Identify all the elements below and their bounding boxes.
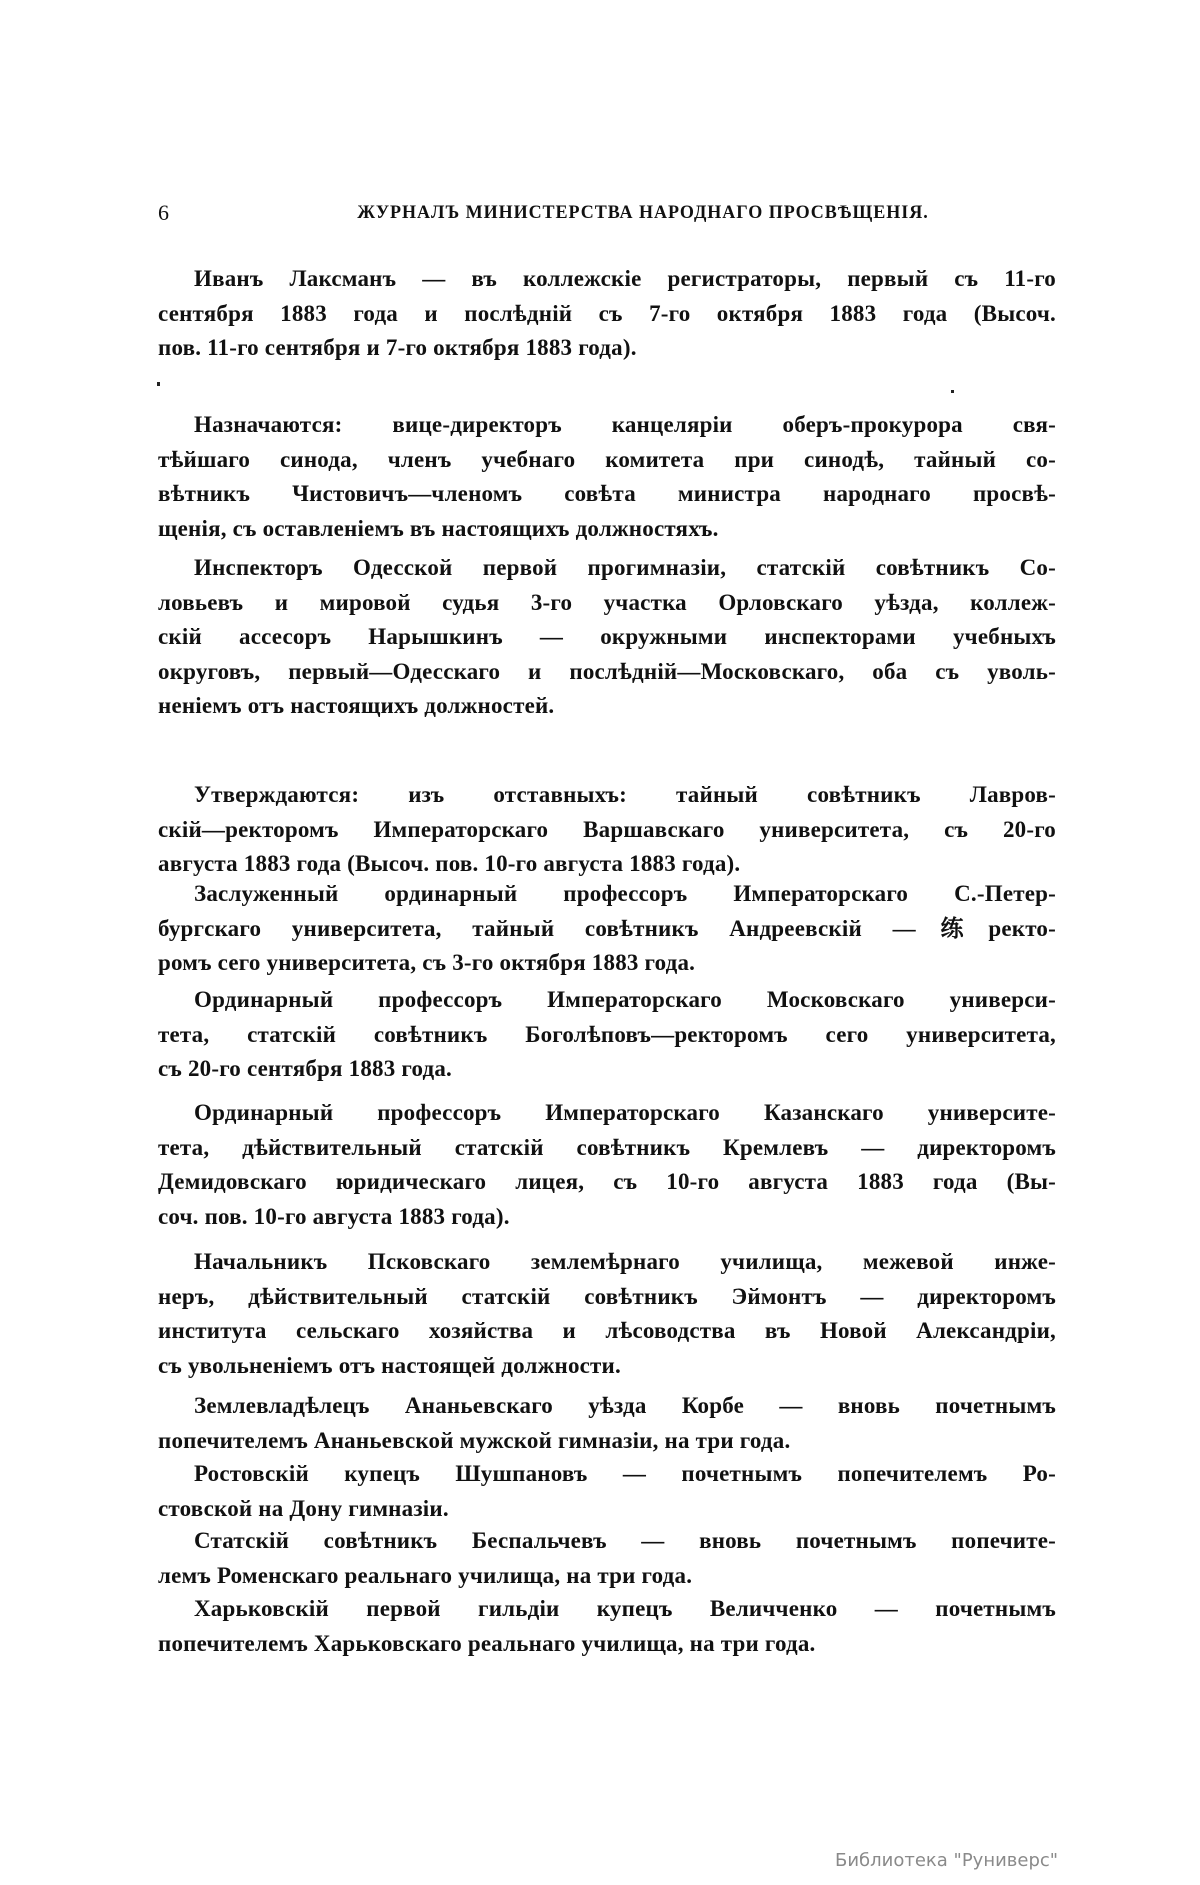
- paragraph-4-line: скій—ректоромъ Императорскаго Варшавскаго университета, съ 20-го: [158, 816, 1056, 842]
- paragraph-3-line: неніемъ отъ настоящихъ должностей.: [158, 693, 555, 718]
- paragraph-8-line: института сельскаго хозяйства и лѣсоводства въ Новой Александріи,: [158, 1318, 1056, 1343]
- paragraph-9-line: Землевладѣлецъ Ананьевскаго уѣзда Корбе — вновь почетнымъ: [194, 1393, 1056, 1418]
- paragraph-2-line: тѣйшаго синода, членъ учебнаго комитета при синодѣ, тайный со-: [158, 446, 1056, 472]
- paragraph-9-line: попечителемъ Ананьевской мужской гимназіи, на три года.: [158, 1427, 791, 1453]
- paragraph-12-line: Харьковскій первой гильдіи купецъ Величченко — почетнымъ: [194, 1596, 1056, 1621]
- paragraph-6-line: Ординарный профессоръ Императорскаго Московскаго универси-: [194, 987, 1056, 1012]
- scan-speck: [157, 382, 160, 386]
- paragraph-1-line: сентября 1883 года и послѣдній съ 7-го октября 1883 года (Высоч.: [158, 300, 1056, 326]
- paragraph-7-line: соч. пов. 10-го августа 1883 года).: [158, 1203, 510, 1229]
- paragraph-4-line: августа 1883 года (Высоч. пов. 10-го августа 1883 года).: [158, 851, 741, 876]
- paragraph-3-line: округовъ, первый—Одесскаго и послѣдній—Московскаго, оба съ уволь-: [158, 658, 1056, 684]
- paragraph-3-line: скій ассесоръ Нарышкинъ — окружными инспекторами учебныхъ: [158, 624, 1056, 649]
- paragraph-4-line: Утверждаются: изъ отставныхъ: тайный совѣтникъ Лавров-: [194, 782, 1056, 807]
- paragraph-10-line: Ростовскій купецъ Шушпановъ — почетнымъ попечителемъ Ро-: [194, 1461, 1056, 1486]
- library-watermark: Библиотека "Руниверс": [835, 1850, 1059, 1871]
- paragraph-7-line: Ординарный профессоръ Императорскаго Казанскаго университе-: [194, 1100, 1056, 1125]
- paragraph-8-line: неръ, дѣйствительный статскій совѣтникъ Эймонтъ — директоромъ: [158, 1283, 1056, 1309]
- paragraph-7-line: тета, дѣйствительный статскій совѣтникъ Кремлевъ — директоромъ: [158, 1134, 1056, 1160]
- paragraph-5-line: бургскаго университета, тайный совѣтникъ Андреевскій —练ректо-: [158, 915, 1056, 941]
- paragraph-2-line: Назначаются: вице-директоръ канцеляріи оберъ-прокурора свя-: [194, 412, 1056, 437]
- running-header: [158, 200, 1058, 230]
- paragraph-3-line: ловьевъ и мировой судья 3-го участка Орловскаго уѣзда, коллеж-: [158, 589, 1056, 615]
- paragraph-12-line: попечителемъ Харьковскаго реальнаго училища, на три года.: [158, 1630, 816, 1656]
- paragraph-5-line: ромъ сего университета, съ 3-го октября 1883 года.: [158, 950, 696, 975]
- paragraph-7-line: Демидовскаго юридическаго лицея, съ 10-го августа 1883 года (Вы-: [158, 1169, 1056, 1194]
- paragraph-2-line: вѣтникъ Чистовичъ—членомъ совѣта министра народнаго просвѣ-: [158, 481, 1056, 506]
- paragraph-3-line: Инспекторъ Одесской первой прогимназіи, статскій совѣтникъ Со-: [194, 555, 1056, 580]
- scan-speck: [951, 390, 954, 393]
- paragraph-8-line: съ увольненіемъ отъ настоящей должности.: [158, 1352, 621, 1378]
- paragraph-6-line: тета, статскій совѣтникъ Боголѣповъ—ректоромъ сего университета,: [158, 1021, 1056, 1047]
- running-title: ЖУРНАЛЪ МИНИСТЕРСТВА НАРОДНАГО ПРОСВѢЩЕНІЯ.: [357, 202, 929, 223]
- paragraph-1-line: пов. 11-го сентября и 7-го октября 1883 года).: [158, 335, 637, 360]
- paragraph-11-line: Статскій совѣтникъ Беспальчевъ — вновь почетнымъ попечите-: [194, 1528, 1056, 1553]
- paragraph-8-line: Начальникъ Псковскаго землемѣрнаго училища, межевой инже-: [194, 1249, 1056, 1274]
- paragraph-2-line: щенія, съ оставленіемъ въ настоящихъ должностяхъ.: [158, 515, 719, 541]
- paragraph-10-line: стовской на Дону гимназіи.: [158, 1495, 449, 1521]
- paragraph-11-line: лемъ Роменскаго реальнаго училища, на три года.: [158, 1562, 693, 1588]
- paragraph-5-line: Заслуженный ординарный профессоръ Императорскаго С.-Петер-: [194, 881, 1056, 906]
- paragraph-1-line: Иванъ Лаксманъ — въ коллежскіе регистраторы, первый съ 11-го: [194, 266, 1056, 291]
- paragraph-6-line: съ 20-го сентября 1883 года.: [158, 1056, 452, 1081]
- page-number: 6: [158, 200, 169, 225]
